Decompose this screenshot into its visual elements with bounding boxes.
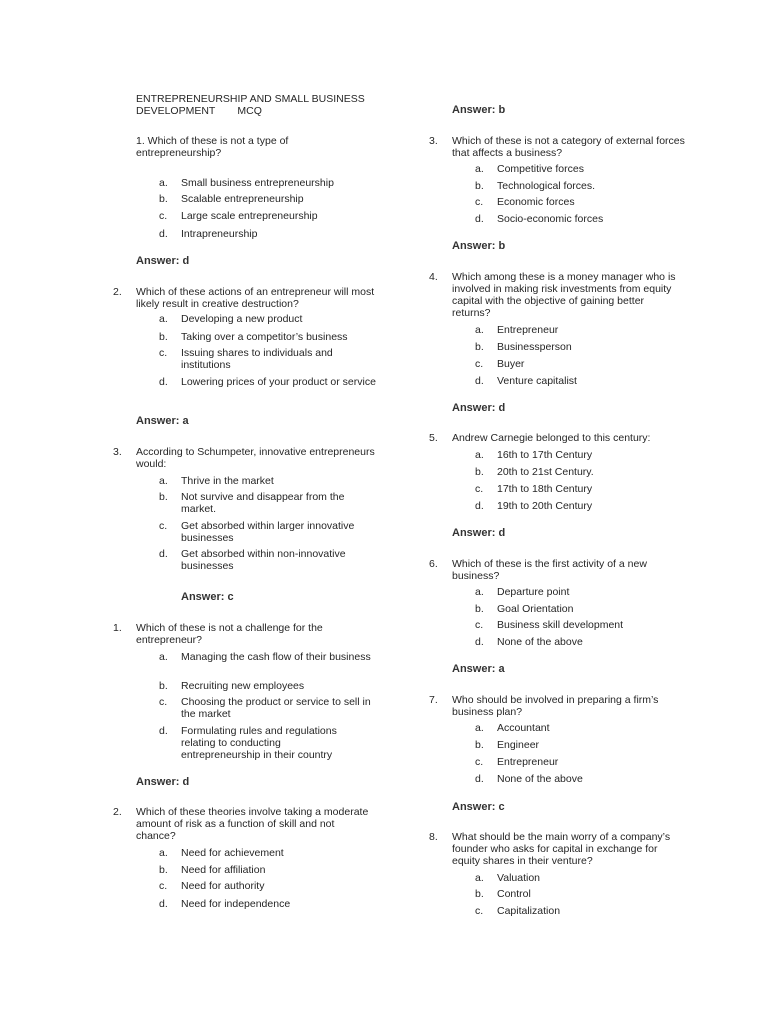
option-letter: a. — [159, 847, 168, 859]
option-text: Need for independence — [181, 898, 291, 910]
question — [113, 446, 376, 470]
option-letter: d. — [475, 500, 484, 512]
option-letter: c. — [475, 358, 484, 370]
option-text: Get absorbed within non-innovative businesses — [181, 548, 346, 572]
option-text: Managing the cash flow of their business — [181, 651, 371, 663]
question — [113, 806, 376, 842]
title-line-2-row — [136, 105, 396, 117]
option-letter: b. — [159, 193, 168, 205]
option-letter: c. — [159, 210, 168, 222]
option-text: Intrapreneurship — [181, 228, 258, 240]
question-text: Which of these actions of an entrepreneur will most likely result in creative destruction? — [136, 286, 375, 310]
option-text: 20th to 21st Century. — [497, 466, 594, 478]
option-letter: b. — [475, 180, 484, 192]
option — [475, 341, 697, 353]
option-text: Developing a new product — [181, 313, 303, 325]
option-text: Capitalization — [497, 905, 561, 917]
option — [475, 756, 697, 768]
option-letter: a. — [475, 872, 484, 884]
question-text: Which among these is a money manager who is involved in making risk investments from equity capital with the objective of gaining better returns? — [452, 271, 676, 319]
question — [429, 432, 692, 444]
option-text: Venture capitalist — [497, 375, 577, 387]
option-letter: d. — [475, 213, 484, 225]
option-letter: b. — [475, 888, 484, 900]
option-text: Issuing shares to individuals and institutions — [181, 347, 333, 371]
option-text: Large scale entrepreneurship — [181, 210, 318, 222]
question-text: Which of these is the first activity of a new business? — [452, 558, 647, 582]
question-text: Which of these is not a category of external forces that affects a business? — [452, 135, 685, 159]
option — [475, 905, 697, 917]
option-text: Business skill development — [497, 619, 624, 631]
option-letter: c. — [475, 196, 484, 208]
question — [429, 135, 692, 159]
option — [159, 725, 356, 761]
option-text: Goal Orientation — [497, 603, 574, 615]
option-letter: b. — [159, 331, 168, 343]
question — [136, 135, 376, 159]
option — [159, 680, 381, 692]
option-letter: c. — [159, 696, 168, 708]
question-number: 6. — [429, 558, 438, 570]
option-letter: c. — [475, 619, 484, 631]
option — [475, 722, 697, 734]
option-text: Choosing the product or service to sell in the market — [181, 696, 371, 720]
option — [159, 347, 381, 371]
option-text: Entrepreneur — [497, 756, 559, 768]
option — [475, 636, 697, 648]
option-text: None of the above — [497, 636, 583, 648]
title-tag: MCQ — [237, 105, 262, 117]
option-letter: d. — [475, 375, 484, 387]
option-letter: b. — [475, 739, 484, 751]
question-number: 3. — [429, 135, 438, 147]
answer: Answer: d — [136, 776, 190, 788]
option-text: Small business entrepreneurship — [181, 177, 334, 189]
option-letter: c. — [475, 483, 484, 495]
answer: Answer: b — [452, 104, 506, 116]
option — [475, 180, 697, 192]
document-title — [136, 93, 396, 117]
question — [429, 831, 682, 867]
question-number: 2. — [113, 286, 122, 298]
question-text: What should be the main worry of a company’s founder who asks for capital in exchange for equity shares in their venture? — [452, 831, 671, 867]
option-text: Taking over a competitor’s business — [181, 331, 348, 343]
option-letter: c. — [159, 520, 168, 532]
option-letter: a. — [475, 163, 484, 175]
option — [159, 193, 381, 205]
option-text: Control — [497, 888, 531, 900]
option — [475, 449, 697, 461]
option-letter: d. — [159, 228, 168, 240]
option-text: Buyer — [497, 358, 525, 370]
option — [159, 864, 381, 876]
answer: Answer: d — [452, 402, 506, 414]
option-text: Get absorbed within larger innovative businesses — [181, 520, 355, 544]
option-text: Scalable entrepreneurship — [181, 193, 304, 205]
option-text: 17th to 18th Century — [497, 483, 593, 495]
option — [475, 483, 697, 495]
question — [113, 286, 376, 310]
option — [475, 196, 697, 208]
option-letter: d. — [159, 898, 168, 910]
option — [159, 210, 381, 222]
question-number: 1. — [113, 622, 122, 634]
question-text: 1. Which of these is not a type of entrepreneurship? — [136, 135, 289, 159]
option — [475, 872, 697, 884]
option — [159, 898, 381, 910]
option — [475, 586, 697, 598]
question-text: Which of these is not a challenge for the entrepreneur? — [136, 622, 323, 646]
option-text: Engineer — [497, 739, 540, 751]
option — [475, 466, 697, 478]
option-letter: a. — [159, 177, 168, 189]
question — [429, 271, 677, 319]
title-line-2: DEVELOPMENT — [136, 105, 216, 117]
option-text: 19th to 20th Century — [497, 500, 593, 512]
option-text: Entrepreneur — [497, 324, 559, 336]
option-letter: c. — [159, 347, 168, 359]
option — [159, 491, 381, 515]
option — [475, 888, 697, 900]
question-number: 3. — [113, 446, 122, 458]
option-letter: b. — [475, 603, 484, 615]
option — [159, 376, 381, 388]
option — [475, 603, 697, 615]
option — [159, 177, 381, 189]
option — [475, 163, 697, 175]
answer: Answer: a — [452, 663, 505, 675]
question-number: 5. — [429, 432, 438, 444]
option-text: Thrive in the market — [181, 475, 274, 487]
option — [475, 500, 697, 512]
answer: Answer: d — [136, 255, 190, 267]
question-text: Andrew Carnegie belonged to this century: — [452, 432, 651, 444]
question-number: 2. — [113, 806, 122, 818]
answer: Answer: d — [452, 527, 506, 539]
question-number: 7. — [429, 694, 438, 706]
option — [475, 773, 697, 785]
option — [159, 651, 381, 663]
option-letter: a. — [475, 586, 484, 598]
option — [475, 739, 697, 751]
option — [159, 548, 381, 572]
option — [475, 375, 697, 387]
option-text: Valuation — [497, 872, 541, 884]
question-text: Which of these theories involve taking a moderate amount of risk as a function of skill and not chance? — [136, 806, 369, 842]
question-number: 4. — [429, 271, 438, 283]
option — [159, 475, 381, 487]
option-text: Businessperson — [497, 341, 572, 353]
option-text: Formulating rules and regulations relating to conducting entrepreneurship in their country — [181, 725, 337, 761]
option — [159, 313, 381, 325]
option-text: Departure point — [497, 586, 570, 598]
option-letter: c. — [159, 880, 168, 892]
option — [159, 847, 381, 859]
option-letter: b. — [159, 864, 168, 876]
question-number: 8. — [429, 831, 438, 843]
option-letter: b. — [159, 680, 168, 692]
option-text: Socio-economic forces — [497, 213, 604, 225]
option-text: Recruiting new employees — [181, 680, 305, 692]
answer: Answer: b — [452, 240, 506, 252]
option-text: Not survive and disappear from the market. — [181, 491, 345, 515]
option — [159, 880, 381, 892]
option — [475, 213, 697, 225]
question — [429, 694, 677, 718]
question-text: Who should be involved in preparing a firm’s business plan? — [452, 694, 659, 718]
question — [113, 622, 376, 646]
option-text: Need for achievement — [181, 847, 284, 859]
option-letter: a. — [159, 313, 168, 325]
option-letter: d. — [159, 376, 168, 388]
option-letter: d. — [159, 548, 168, 560]
option-letter: a. — [159, 475, 168, 487]
option-letter: a. — [159, 651, 168, 663]
option-text: Need for affiliation — [181, 864, 266, 876]
option-letter: c. — [475, 905, 484, 917]
option-letter: d. — [475, 636, 484, 648]
option-text: Accountant — [497, 722, 550, 734]
option-text: Need for authority — [181, 880, 265, 892]
option — [159, 331, 381, 343]
option-text: Competitive forces — [497, 163, 584, 175]
option-text: Lowering prices of your product or service — [181, 376, 376, 388]
option-letter: a. — [475, 324, 484, 336]
question-text: According to Schumpeter, innovative entrepreneurs would: — [136, 446, 375, 470]
option — [159, 520, 381, 544]
answer: Answer: c — [181, 591, 234, 603]
option-letter: d. — [159, 725, 168, 737]
option-text: None of the above — [497, 773, 583, 785]
option-letter: a. — [475, 449, 484, 461]
option — [475, 619, 697, 631]
answer: Answer: a — [136, 415, 189, 427]
option-text: Technological forces. — [497, 180, 596, 192]
option-letter: d. — [475, 773, 484, 785]
option-letter: a. — [475, 722, 484, 734]
question — [429, 558, 672, 582]
option — [159, 696, 381, 720]
option — [159, 228, 381, 240]
option-letter: c. — [475, 756, 484, 768]
option-text: Economic forces — [497, 196, 575, 208]
option — [475, 324, 697, 336]
option-text: 16th to 17th Century — [497, 449, 593, 461]
answer: Answer: c — [452, 801, 505, 813]
title-line-1: ENTREPRENEURSHIP AND SMALL BUSINESS — [136, 93, 365, 105]
option-letter: b. — [475, 341, 484, 353]
option-letter: b. — [475, 466, 484, 478]
option — [475, 358, 697, 370]
option-letter: b. — [159, 491, 168, 503]
